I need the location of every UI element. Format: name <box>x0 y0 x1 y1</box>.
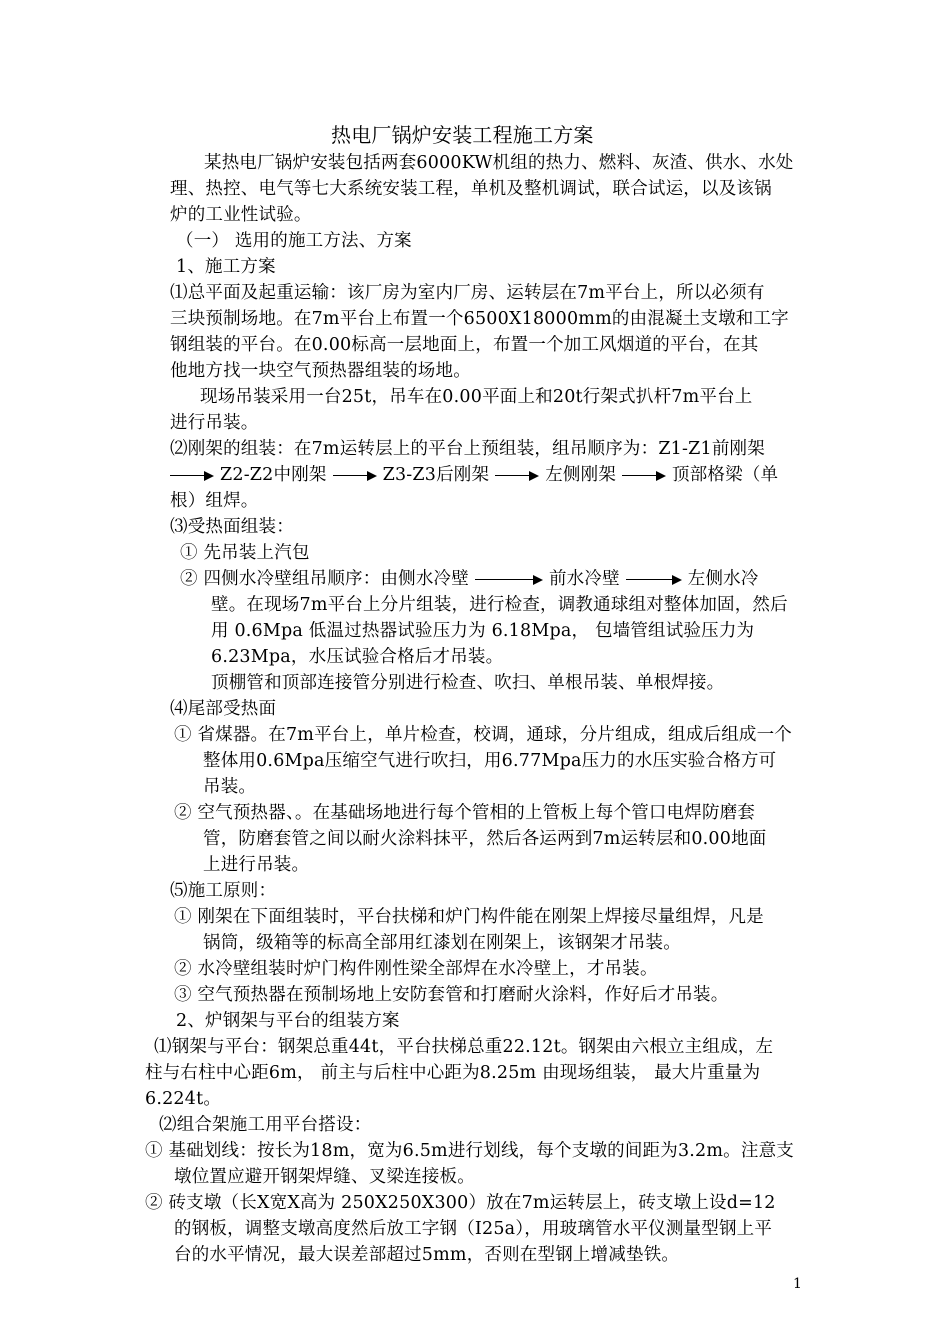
paragraph-line: 根）组焊。 <box>170 491 259 511</box>
arrow-icon <box>495 471 539 481</box>
list-item-text: 左侧水冷 <box>687 569 759 589</box>
paragraph-line: ⑴总平面及起重运输：该厂房为室内厂房、运转层在7m平台上，所以必须有 <box>170 283 765 303</box>
arrow-icon <box>626 575 682 585</box>
list-item-line: 6.23Mpa，水压试验合格后才吊装。 <box>211 647 504 667</box>
subsection-heading: 1、施工方案 <box>176 257 276 277</box>
list-item: ② 水冷壁组装时炉门构件刚性梁全部焊在水冷壁上，才吊装。 <box>174 959 658 979</box>
paragraph-line: 柱与右柱中心距6m， 前主与后柱中心距为8.25m 由现场组装， 最大片重量为 <box>145 1063 761 1083</box>
list-item-line: 的钢板，调整支墩高度然后放工字钢（I25a），用玻璃管水平仪测量型钢上平 <box>174 1219 773 1239</box>
assembly-sequence <box>170 462 778 488</box>
arrow-icon <box>622 471 666 481</box>
arrow-icon <box>333 471 377 481</box>
intro-line: 某热电厂锅炉安装包括两套6000KW机组的热力、燃料、灰渣、供水、水处 <box>204 153 794 173</box>
list-item: ① 省煤器。在7m平台上，单片检查，校调，通球，分片组成，组成后组成一个 <box>174 725 792 745</box>
list-item-line: 吊装。 <box>203 777 257 797</box>
paragraph-line: 进行吊装。 <box>170 413 259 433</box>
document-title: 热电厂锅炉安装工程施工方案 <box>331 123 594 147</box>
page-number: 1 <box>793 1276 802 1292</box>
list-item-line: 台的水平情况，最大误差部超过5mm，否则在型钢上增减垫铁。 <box>174 1245 680 1265</box>
paragraph-line: ⑵刚架的组装：在7m运转层上的平台上预组装，组吊顺序为：Z1-Z1前刚架 <box>170 439 765 459</box>
arrow-icon <box>475 575 543 585</box>
paragraph-line: 顶棚管和顶部连接管分别进行检查、吹扫、单根吊装、单根焊接。 <box>211 673 725 693</box>
list-item-text: 前水冷壁 <box>548 569 620 589</box>
arrow-icon <box>170 471 214 481</box>
paragraph-line: 他地方找一块空气预热器组装的场地。 <box>170 361 471 381</box>
sequence-step: Z2-Z2中刚架 <box>220 465 327 485</box>
paragraph-line: 现场吊装采用一台25t，吊车在0.00平面上和20t行架式扒杆7m平台上 <box>200 387 753 407</box>
list-item-text: ② 四侧水冷壁组吊顺序：由侧水冷壁 <box>180 569 469 589</box>
list-item-line: 壁。在现场7m平台上分片组装，进行检查，调教通球组对整体加固，然后 <box>211 595 788 615</box>
list-item-line: 整体用0.6Mpa压缩空气进行吹扫，用6.77Mpa压力的水压实验合格方可 <box>203 751 777 771</box>
paragraph-heading: ⑸施工原则： <box>170 881 277 901</box>
paragraph-heading: ⑶受热面组装： <box>170 517 294 537</box>
list-item-line: 墩位置应避开钢架焊缝、叉梁连接板。 <box>174 1167 475 1187</box>
list-item: ① 先吊装上汽包 <box>180 543 310 563</box>
section-heading: （一） 选用的施工方法、方案 <box>176 231 412 251</box>
paragraph-line: 6.224t。 <box>145 1089 222 1109</box>
sequence-step: 左侧刚架 <box>545 465 617 485</box>
list-item-line: 锅筒，级箱等的标高全部用红漆划在刚架上，该钢架才吊装。 <box>203 933 681 953</box>
sequence-step: 顶部格梁（单 <box>672 465 779 485</box>
paragraph-heading: ⑵组合架施工用平台搭设： <box>159 1115 372 1135</box>
paragraph-line: 三块预制场地。在7m平台上布置一个6500X18000mm的由混凝土支墩和工字 <box>170 309 789 329</box>
list-item <box>180 566 759 592</box>
paragraph-line: ⑴钢架与平台：钢架总重44t，平台扶梯总重22.12t。钢架由六根立主组成，左 <box>154 1037 774 1057</box>
intro-line: 理、热控、电气等七大系统安装工程，单机及整机调试，联合试运，以及该锅 <box>170 179 772 199</box>
list-item: ③ 空气预热器在预制场地上安防套管和打磨耐火涂料，作好后才吊装。 <box>174 985 729 1005</box>
subsection-heading: 2、炉钢架与平台的组装方案 <box>176 1011 400 1031</box>
list-item: ① 基础划线：按长为18m，宽为6.5m进行划线，每个支墩的间距为3.2m。注意支 <box>145 1141 794 1161</box>
list-item-line: 上进行吊装。 <box>203 855 310 875</box>
list-item: ② 砖支墩（长X宽X高为 250X250X300）放在7m运转层上，砖支墩上设d=12 <box>145 1193 776 1213</box>
intro-line: 炉的工业性试验。 <box>170 205 312 225</box>
paragraph-line: 钢组装的平台。在0.00标高一层地面上，布置一个加工风烟道的平台，在其 <box>170 335 759 355</box>
list-item: ② 空气预热器、。在基础场地进行每个管相的上管板上每个管口电焊防磨套 <box>174 803 756 823</box>
list-item: ① 刚架在下面组装时，平台扶梯和炉门构件能在刚架上焊接尽量组焊，凡是 <box>174 907 764 927</box>
list-item-line: 管，防磨套管之间以耐火涂料抹平，然后各运两到7m运转层和0.00地面 <box>203 829 767 849</box>
paragraph-heading: ⑷尾部受热面 <box>170 699 277 719</box>
sequence-step: Z3-Z3后刚架 <box>382 465 490 485</box>
list-item-line: 用 0.6Mpa 低温过热器试验压力为 6.18Mpa， 包墙管组试验压力为 <box>211 621 755 641</box>
